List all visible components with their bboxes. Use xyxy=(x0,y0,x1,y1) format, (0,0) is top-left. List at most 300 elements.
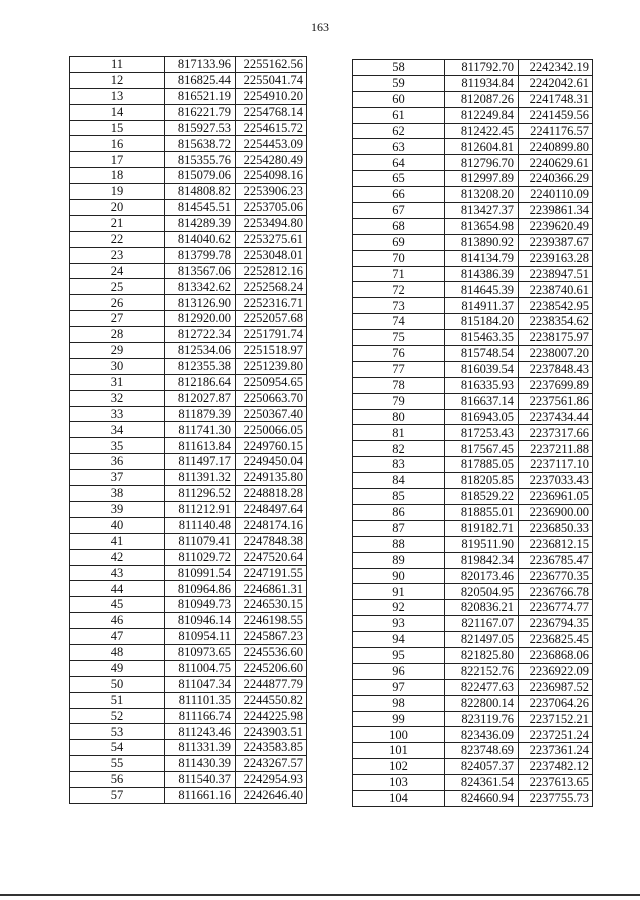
y-coordinate-cell: 2251239.80 xyxy=(236,358,307,374)
y-coordinate-cell: 2248174.16 xyxy=(236,517,307,533)
x-coordinate-cell: 811879.39 xyxy=(165,406,236,422)
point-number-cell: 68 xyxy=(353,218,445,234)
y-coordinate-cell: 2236987.52 xyxy=(519,679,593,695)
table-row xyxy=(70,311,307,327)
table-row xyxy=(353,790,593,806)
x-coordinate-cell: 813799.78 xyxy=(165,247,236,263)
table-row xyxy=(353,425,593,441)
point-number-cell: 40 xyxy=(70,517,165,533)
point-number-cell: 81 xyxy=(353,425,445,441)
point-number-cell: 66 xyxy=(353,187,445,203)
point-number-cell: 48 xyxy=(70,644,165,660)
table-row xyxy=(353,171,593,187)
page-number: 163 xyxy=(311,20,329,34)
point-number-cell: 50 xyxy=(70,676,165,692)
point-number-cell: 60 xyxy=(353,91,445,107)
table-row xyxy=(70,343,307,359)
y-coordinate-cell: 2254453.09 xyxy=(236,136,307,152)
table-row xyxy=(70,692,307,708)
x-coordinate-cell: 815079.06 xyxy=(165,168,236,184)
y-coordinate-cell: 2244550.82 xyxy=(236,692,307,708)
x-coordinate-cell: 811296.52 xyxy=(165,486,236,502)
y-coordinate-cell: 2237211.88 xyxy=(519,441,593,457)
y-coordinate-cell: 2236825.45 xyxy=(519,632,593,648)
x-coordinate-cell: 811004.75 xyxy=(165,660,236,676)
table-row xyxy=(70,327,307,343)
y-coordinate-cell: 2247191.55 xyxy=(236,565,307,581)
point-number-cell: 54 xyxy=(70,740,165,756)
table-row xyxy=(70,581,307,597)
y-coordinate-cell: 2236770.35 xyxy=(519,568,593,584)
coordinates-table-left xyxy=(69,56,307,804)
table-row xyxy=(70,708,307,724)
x-coordinate-cell: 817885.05 xyxy=(445,457,519,473)
table-row xyxy=(353,679,593,695)
x-coordinate-cell: 823748.69 xyxy=(445,743,519,759)
x-coordinate-cell: 811212.91 xyxy=(165,501,236,517)
table-row xyxy=(70,422,307,438)
table-row xyxy=(353,759,593,775)
table-row xyxy=(353,75,593,91)
x-coordinate-cell: 815355.76 xyxy=(165,152,236,168)
x-coordinate-cell: 811243.46 xyxy=(165,724,236,740)
table-row xyxy=(353,647,593,663)
table-row xyxy=(353,250,593,266)
y-coordinate-cell: 2239387.67 xyxy=(519,234,593,250)
y-coordinate-cell: 2237482.12 xyxy=(519,759,593,775)
table-row xyxy=(353,552,593,568)
point-number-cell: 94 xyxy=(353,632,445,648)
x-coordinate-cell: 814545.51 xyxy=(165,200,236,216)
point-number-cell: 82 xyxy=(353,441,445,457)
point-number-cell: 23 xyxy=(70,247,165,263)
point-number-cell: 69 xyxy=(353,234,445,250)
y-coordinate-cell: 2237317.66 xyxy=(519,425,593,441)
point-number-cell: 39 xyxy=(70,501,165,517)
x-coordinate-cell: 810949.73 xyxy=(165,597,236,613)
point-number-cell: 72 xyxy=(353,282,445,298)
y-coordinate-cell: 2248497.64 xyxy=(236,501,307,517)
y-coordinate-cell: 2240629.61 xyxy=(519,155,593,171)
y-coordinate-cell: 2252316.71 xyxy=(236,295,307,311)
point-number-cell: 83 xyxy=(353,457,445,473)
point-number-cell: 55 xyxy=(70,756,165,772)
y-coordinate-cell: 2254615.72 xyxy=(236,120,307,136)
point-number-cell: 79 xyxy=(353,393,445,409)
point-number-cell: 35 xyxy=(70,438,165,454)
table-row xyxy=(353,695,593,711)
point-number-cell: 18 xyxy=(70,168,165,184)
point-number-cell: 86 xyxy=(353,504,445,520)
point-number-cell: 13 xyxy=(70,88,165,104)
table-row xyxy=(70,549,307,565)
x-coordinate-cell: 816039.54 xyxy=(445,361,519,377)
y-coordinate-cell: 2236774.77 xyxy=(519,600,593,616)
table-row xyxy=(70,756,307,772)
point-number-cell: 97 xyxy=(353,679,445,695)
x-coordinate-cell: 814911.37 xyxy=(445,298,519,314)
x-coordinate-cell: 811166.74 xyxy=(165,708,236,724)
point-number-cell: 61 xyxy=(353,107,445,123)
x-coordinate-cell: 815748.54 xyxy=(445,346,519,362)
point-number-cell: 88 xyxy=(353,536,445,552)
table-row xyxy=(353,123,593,139)
table-row xyxy=(353,663,593,679)
y-coordinate-cell: 2247848.38 xyxy=(236,533,307,549)
table-row xyxy=(70,136,307,152)
y-coordinate-cell: 2242342.19 xyxy=(519,60,593,76)
x-coordinate-cell: 810954.11 xyxy=(165,629,236,645)
point-number-cell: 99 xyxy=(353,711,445,727)
y-coordinate-cell: 2237251.24 xyxy=(519,727,593,743)
x-coordinate-cell: 816943.05 xyxy=(445,409,519,425)
table-row xyxy=(353,536,593,552)
point-number-cell: 92 xyxy=(353,600,445,616)
point-number-cell: 42 xyxy=(70,549,165,565)
table-row xyxy=(353,743,593,759)
x-coordinate-cell: 811540.37 xyxy=(165,772,236,788)
y-coordinate-cell: 2237117.10 xyxy=(519,457,593,473)
table-row xyxy=(70,295,307,311)
point-number-cell: 34 xyxy=(70,422,165,438)
x-coordinate-cell: 813890.92 xyxy=(445,234,519,250)
y-coordinate-cell: 2254768.14 xyxy=(236,104,307,120)
x-coordinate-cell: 824660.94 xyxy=(445,790,519,806)
y-coordinate-cell: 2237613.65 xyxy=(519,775,593,791)
x-coordinate-cell: 811934.84 xyxy=(445,75,519,91)
point-number-cell: 95 xyxy=(353,647,445,663)
point-number-cell: 59 xyxy=(353,75,445,91)
point-number-cell: 75 xyxy=(353,330,445,346)
point-number-cell: 12 xyxy=(70,72,165,88)
x-coordinate-cell: 812355.38 xyxy=(165,358,236,374)
x-coordinate-cell: 811613.84 xyxy=(165,438,236,454)
y-coordinate-cell: 2248818.28 xyxy=(236,486,307,502)
x-coordinate-cell: 813342.62 xyxy=(165,279,236,295)
table-row xyxy=(353,504,593,520)
y-coordinate-cell: 2241748.31 xyxy=(519,91,593,107)
table-row xyxy=(70,454,307,470)
x-coordinate-cell: 811079.41 xyxy=(165,533,236,549)
point-number-cell: 26 xyxy=(70,295,165,311)
x-coordinate-cell: 812027.87 xyxy=(165,390,236,406)
table-row xyxy=(353,489,593,505)
table-row xyxy=(353,616,593,632)
point-number-cell: 98 xyxy=(353,695,445,711)
x-coordinate-cell: 811661.16 xyxy=(165,787,236,803)
point-number-cell: 73 xyxy=(353,298,445,314)
table-row xyxy=(353,266,593,282)
bottom-border-line xyxy=(0,894,640,896)
table-row xyxy=(70,613,307,629)
x-coordinate-cell: 816825.44 xyxy=(165,72,236,88)
table-row xyxy=(70,787,307,803)
point-number-cell: 37 xyxy=(70,470,165,486)
x-coordinate-cell: 820504.95 xyxy=(445,584,519,600)
x-coordinate-cell: 822477.63 xyxy=(445,679,519,695)
table-row xyxy=(70,533,307,549)
x-coordinate-cell: 818205.85 xyxy=(445,473,519,489)
y-coordinate-cell: 2240366.29 xyxy=(519,171,593,187)
y-coordinate-cell: 2250066.05 xyxy=(236,422,307,438)
y-coordinate-cell: 2252057.68 xyxy=(236,311,307,327)
point-number-cell: 46 xyxy=(70,613,165,629)
point-number-cell: 19 xyxy=(70,184,165,200)
table-row xyxy=(70,279,307,295)
table-row xyxy=(353,775,593,791)
point-number-cell: 57 xyxy=(70,787,165,803)
point-number-cell: 63 xyxy=(353,139,445,155)
point-number-cell: 89 xyxy=(353,552,445,568)
table-row xyxy=(353,568,593,584)
x-coordinate-cell: 811101.35 xyxy=(165,692,236,708)
point-number-cell: 71 xyxy=(353,266,445,282)
y-coordinate-cell: 2237755.73 xyxy=(519,790,593,806)
y-coordinate-cell: 2242646.40 xyxy=(236,787,307,803)
table-row xyxy=(70,772,307,788)
x-coordinate-cell: 821825.80 xyxy=(445,647,519,663)
y-coordinate-cell: 2249450.04 xyxy=(236,454,307,470)
table-row xyxy=(70,263,307,279)
y-coordinate-cell: 2245536.60 xyxy=(236,644,307,660)
y-coordinate-cell: 2251518.97 xyxy=(236,343,307,359)
point-number-cell: 100 xyxy=(353,727,445,743)
y-coordinate-cell: 2254098.16 xyxy=(236,168,307,184)
table-row xyxy=(70,152,307,168)
y-coordinate-cell: 2239620.49 xyxy=(519,218,593,234)
point-number-cell: 90 xyxy=(353,568,445,584)
point-number-cell: 31 xyxy=(70,374,165,390)
x-coordinate-cell: 813208.20 xyxy=(445,187,519,203)
x-coordinate-cell: 818855.01 xyxy=(445,504,519,520)
x-coordinate-cell: 819842.34 xyxy=(445,552,519,568)
coordinates-table-right xyxy=(352,59,593,807)
y-coordinate-cell: 2236868.06 xyxy=(519,647,593,663)
x-coordinate-cell: 812249.84 xyxy=(445,107,519,123)
y-coordinate-cell: 2255041.74 xyxy=(236,72,307,88)
x-coordinate-cell: 817253.43 xyxy=(445,425,519,441)
table-row xyxy=(353,298,593,314)
x-coordinate-cell: 811140.48 xyxy=(165,517,236,533)
y-coordinate-cell: 2241459.56 xyxy=(519,107,593,123)
table-row xyxy=(353,600,593,616)
y-coordinate-cell: 2238175.97 xyxy=(519,330,593,346)
y-coordinate-cell: 2236961.05 xyxy=(519,489,593,505)
table-row xyxy=(353,393,593,409)
table-row xyxy=(353,218,593,234)
y-coordinate-cell: 2242042.61 xyxy=(519,75,593,91)
point-number-cell: 93 xyxy=(353,616,445,632)
x-coordinate-cell: 820173.46 xyxy=(445,568,519,584)
table-row xyxy=(353,727,593,743)
table-row xyxy=(353,441,593,457)
point-number-cell: 53 xyxy=(70,724,165,740)
table-row xyxy=(70,597,307,613)
point-number-cell: 51 xyxy=(70,692,165,708)
y-coordinate-cell: 2237561.86 xyxy=(519,393,593,409)
y-coordinate-cell: 2237033.43 xyxy=(519,473,593,489)
point-number-cell: 11 xyxy=(70,57,165,73)
table-row xyxy=(70,565,307,581)
y-coordinate-cell: 2238740.61 xyxy=(519,282,593,298)
x-coordinate-cell: 812722.34 xyxy=(165,327,236,343)
table-row xyxy=(70,486,307,502)
x-coordinate-cell: 812087.26 xyxy=(445,91,519,107)
table-row xyxy=(70,517,307,533)
table-row xyxy=(353,473,593,489)
x-coordinate-cell: 810991.54 xyxy=(165,565,236,581)
y-coordinate-cell: 2254280.49 xyxy=(236,152,307,168)
point-number-cell: 76 xyxy=(353,346,445,362)
y-coordinate-cell: 2252568.24 xyxy=(236,279,307,295)
point-number-cell: 47 xyxy=(70,629,165,645)
y-coordinate-cell: 2249760.15 xyxy=(236,438,307,454)
x-coordinate-cell: 816637.14 xyxy=(445,393,519,409)
x-coordinate-cell: 815463.35 xyxy=(445,330,519,346)
point-number-cell: 30 xyxy=(70,358,165,374)
y-coordinate-cell: 2250954.65 xyxy=(236,374,307,390)
point-number-cell: 84 xyxy=(353,473,445,489)
x-coordinate-cell: 810964.86 xyxy=(165,581,236,597)
point-number-cell: 24 xyxy=(70,263,165,279)
point-number-cell: 45 xyxy=(70,597,165,613)
table-row xyxy=(353,91,593,107)
table-row xyxy=(70,104,307,120)
y-coordinate-cell: 2247520.64 xyxy=(236,549,307,565)
y-coordinate-cell: 2245206.60 xyxy=(236,660,307,676)
x-coordinate-cell: 818529.22 xyxy=(445,489,519,505)
x-coordinate-cell: 816221.79 xyxy=(165,104,236,120)
point-number-cell: 17 xyxy=(70,152,165,168)
x-coordinate-cell: 816521.19 xyxy=(165,88,236,104)
table-row xyxy=(353,60,593,76)
y-coordinate-cell: 2245867.23 xyxy=(236,629,307,645)
point-number-cell: 104 xyxy=(353,790,445,806)
y-coordinate-cell: 2237434.44 xyxy=(519,409,593,425)
x-coordinate-cell: 812604.81 xyxy=(445,139,519,155)
x-coordinate-cell: 823119.76 xyxy=(445,711,519,727)
y-coordinate-cell: 2243267.57 xyxy=(236,756,307,772)
point-number-cell: 64 xyxy=(353,155,445,171)
y-coordinate-cell: 2239861.34 xyxy=(519,203,593,219)
x-coordinate-cell: 821167.07 xyxy=(445,616,519,632)
x-coordinate-cell: 820836.21 xyxy=(445,600,519,616)
table-row xyxy=(70,374,307,390)
table-row xyxy=(70,676,307,692)
y-coordinate-cell: 2250367.40 xyxy=(236,406,307,422)
point-number-cell: 102 xyxy=(353,759,445,775)
table-row xyxy=(353,155,593,171)
point-number-cell: 56 xyxy=(70,772,165,788)
x-coordinate-cell: 814040.62 xyxy=(165,231,236,247)
x-coordinate-cell: 819511.90 xyxy=(445,536,519,552)
x-coordinate-cell: 817567.45 xyxy=(445,441,519,457)
table-row xyxy=(70,247,307,263)
x-coordinate-cell: 823436.09 xyxy=(445,727,519,743)
table-row xyxy=(70,200,307,216)
table-row xyxy=(70,231,307,247)
point-number-cell: 62 xyxy=(353,123,445,139)
table-row xyxy=(353,187,593,203)
x-coordinate-cell: 824057.37 xyxy=(445,759,519,775)
y-coordinate-cell: 2254910.20 xyxy=(236,88,307,104)
table-row xyxy=(70,184,307,200)
x-coordinate-cell: 812534.06 xyxy=(165,343,236,359)
table-row xyxy=(70,390,307,406)
point-number-cell: 80 xyxy=(353,409,445,425)
point-number-cell: 43 xyxy=(70,565,165,581)
x-coordinate-cell: 815638.72 xyxy=(165,136,236,152)
point-number-cell: 67 xyxy=(353,203,445,219)
table-row xyxy=(70,358,307,374)
point-number-cell: 103 xyxy=(353,775,445,791)
x-coordinate-cell: 813654.98 xyxy=(445,218,519,234)
x-coordinate-cell: 813567.06 xyxy=(165,263,236,279)
x-coordinate-cell: 813126.90 xyxy=(165,295,236,311)
point-number-cell: 74 xyxy=(353,314,445,330)
y-coordinate-cell: 2244877.79 xyxy=(236,676,307,692)
y-coordinate-cell: 2255162.56 xyxy=(236,57,307,73)
x-coordinate-cell: 815184.20 xyxy=(445,314,519,330)
x-coordinate-cell: 815927.53 xyxy=(165,120,236,136)
x-coordinate-cell: 814386.39 xyxy=(445,266,519,282)
y-coordinate-cell: 2243903.51 xyxy=(236,724,307,740)
point-number-cell: 16 xyxy=(70,136,165,152)
y-coordinate-cell: 2246198.55 xyxy=(236,613,307,629)
x-coordinate-cell: 819182.71 xyxy=(445,520,519,536)
x-coordinate-cell: 812920.00 xyxy=(165,311,236,327)
y-coordinate-cell: 2242954.93 xyxy=(236,772,307,788)
point-number-cell: 101 xyxy=(353,743,445,759)
x-coordinate-cell: 824361.54 xyxy=(445,775,519,791)
y-coordinate-cell: 2236900.00 xyxy=(519,504,593,520)
y-coordinate-cell: 2244225.98 xyxy=(236,708,307,724)
point-number-cell: 14 xyxy=(70,104,165,120)
table-row xyxy=(353,520,593,536)
y-coordinate-cell: 2236785.47 xyxy=(519,552,593,568)
x-coordinate-cell: 811331.39 xyxy=(165,740,236,756)
table-row xyxy=(70,740,307,756)
y-coordinate-cell: 2250663.70 xyxy=(236,390,307,406)
point-number-cell: 21 xyxy=(70,215,165,231)
table-row xyxy=(70,406,307,422)
x-coordinate-cell: 816335.93 xyxy=(445,377,519,393)
point-number-cell: 33 xyxy=(70,406,165,422)
x-coordinate-cell: 811047.34 xyxy=(165,676,236,692)
point-number-cell: 36 xyxy=(70,454,165,470)
x-coordinate-cell: 813427.37 xyxy=(445,203,519,219)
y-coordinate-cell: 2236794.35 xyxy=(519,616,593,632)
y-coordinate-cell: 2238947.51 xyxy=(519,266,593,282)
y-coordinate-cell: 2236766.78 xyxy=(519,584,593,600)
y-coordinate-cell: 2236850.33 xyxy=(519,520,593,536)
table-row xyxy=(70,438,307,454)
table-row xyxy=(353,457,593,473)
point-number-cell: 52 xyxy=(70,708,165,724)
point-number-cell: 22 xyxy=(70,231,165,247)
point-number-cell: 85 xyxy=(353,489,445,505)
table-row xyxy=(70,470,307,486)
y-coordinate-cell: 2253494.80 xyxy=(236,215,307,231)
point-number-cell: 29 xyxy=(70,343,165,359)
x-coordinate-cell: 810946.14 xyxy=(165,613,236,629)
point-number-cell: 96 xyxy=(353,663,445,679)
y-coordinate-cell: 2237848.43 xyxy=(519,361,593,377)
y-coordinate-cell: 2237064.26 xyxy=(519,695,593,711)
table-row xyxy=(353,107,593,123)
table-row xyxy=(353,377,593,393)
table-row xyxy=(70,168,307,184)
